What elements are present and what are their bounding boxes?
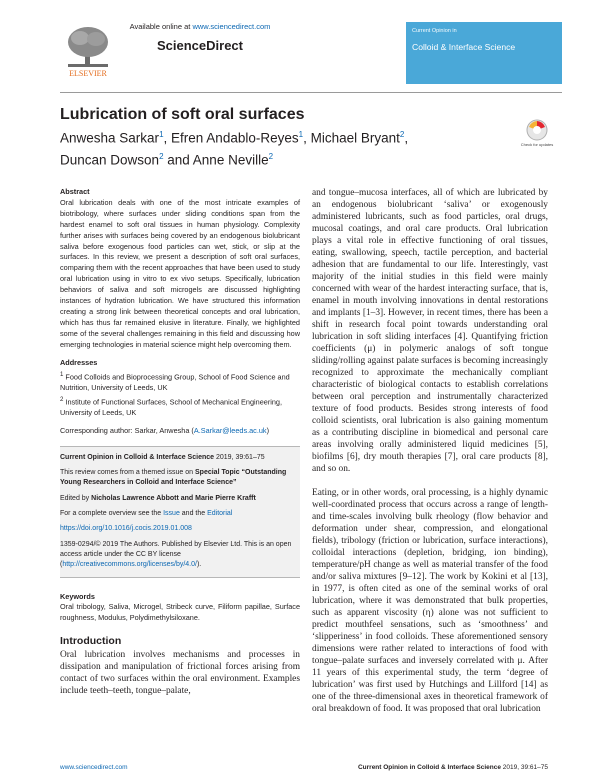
availability-prefix: Available online at (129, 22, 191, 31)
citation-overview-and: and the (179, 510, 208, 518)
author-name: Efren Andablo-Reyes (171, 130, 299, 146)
corresponding-suffix: ) (266, 425, 270, 435)
author-affiliation-marker[interactable]: 2 (399, 130, 405, 139)
abstract-heading: Abstract (60, 187, 90, 196)
journal-banner (406, 22, 562, 84)
address-item (60, 395, 300, 419)
author-separator: and (163, 152, 193, 167)
author-separator: , (404, 130, 409, 146)
citation-copyright-line (60, 540, 300, 571)
citation-overview-line (60, 509, 300, 519)
author-list (60, 126, 530, 169)
abstract-text: Oral lubrication deals with one of the most intricate examples of biotribology, where surfaces under sliding conditions span from the hardest enamel to soft oral tissues in human physiology. Complexity further arises with surfaces being covered by an endogenous biolubricant saliva before exogenous food particles can wet, stick, or slip at the surfaces. In this review, we present a description of soft oral surfaces, comparing them with the recent approaches that have been used to study oral lubrication using in vitro to ex vivo setups. Specifically, lubrication behaviors of saliva and soft microgels are discussed highlighting instances of hydration lubrication. We have structured this information creating a strong link between theoretical concepts and oral lubrication, which has thus far remained elusive in literature. Finally, we highlighted some of the several challenges remaining in this field and discussing how emerging technologies in material science might help overcoming them. (60, 197, 300, 349)
body-paragraph-1: and tongue–mucosa interfaces, all of which are lubricated by an endogenous biolubricant ‘saliva’ or exogenously administered lubricants, such as food particles, oral drugs, mucosal coatings, and oral care products. Oral lubrication plays a vital role in effective functioning of oral tissues, eating, swallowing, speech, tactile perception, and bacterial adhesion that are fundamental to our life. Interestingly, vast majority of the initial studies in this field were mainly concerned with wear of the hardest interacting surface, that is, enamel in mouth involving innovations in dental restorations and implants [1–3]. However, in recent times, there has been a shift in research focal point towards understanding oral lubrication in soft sliding interfaces [4]. Quantifying friction coefficients (μ) in polymeric analogs of soft tongue sliding/rolling against palate surfaces is becoming increasingly recognized to approximate the mechanically compliant characteristic of biological contacts to establish correlations between oral perception and instrumentally characterized texture of food products. Besides strong interests of food colloid scientists, oral lubrication is also gaining momentum as a contributing discipline in biomedical and personal care areas involving orally administered liquid medicines [5], biofilms [6], dry mouth therapies [7], oral care products [8], and so on. (312, 188, 548, 474)
introduction-heading: Introduction (60, 635, 122, 648)
introduction-text: Oral lubrication involves mechanisms and processes in dissipation and manipulation of frictional forces arising from contact of two surfaces within the oral environment. Examples include teeth–teeth, tongue–palate, (60, 650, 300, 697)
address-text: Institute of Functional Surfaces, School of Mechanical Engineering, University of Leeds, UK (60, 397, 283, 418)
footer-citation (330, 764, 548, 771)
citation-volume: 2019, 39:61–75 (214, 453, 265, 461)
crossmark-icon (527, 120, 547, 140)
sciencedirect-link[interactable]: www.sciencedirect.com (192, 22, 271, 31)
citation-editors-line (60, 494, 300, 504)
license-link[interactable]: http://creativecommons.org/licenses/by/4.0/ (62, 561, 197, 569)
body-paragraph-2: Eating, or in other words, oral processing, is a highly dynamic well-coordinated process that occurs across a range of length- and time-scales involving bulk rheology (flow behavior and deformation under shear, compression, and elongational fields), tribology (friction or lubrication, surface interactions), colloidal interactions (depletion, bridging, ion binding), temperature/pH change as well as material transfer of the food and/or saliva mixtures [9–12]. The work by Kokini et al [13], in 1977, is often cited as one of the seminal works of oral lubrication, where it was demonstrated that bulk properties, such as apparent viscosity (η) alone was not sufficient to predict mouthfeel sensations, such as ‘smoothness’ and ‘slipperiness’ in food colloids. These aforementioned sensory dimensions were rather related to interactions of food with tongue–palate surfaces and inversely correlated with μ. After 11 years of this experimental study, the term ‘degree of lubrication’ was first used by Hutchings and Lillford [14] as one of the three-dimensional axes in theoretical framework of oral breakdown of food. It was proposed that oral lubrication (312, 488, 548, 714)
article-title: Lubrication of soft oral surfaces (60, 106, 305, 123)
author-name: Anwesha Sarkar (60, 130, 160, 146)
right-column (312, 187, 548, 715)
citation-editors: Nicholas Lawrence Abbott and Marie Pierre Krafft (91, 494, 256, 502)
elsevier-wordmark: ELSEVIER (69, 69, 107, 78)
address-text: Food Colloids and Bioprocessing Group, School of Food Science and Nutrition, University of Leeds, UK (60, 371, 290, 392)
author-affiliation-marker[interactable]: 2 (159, 151, 164, 161)
author-separator: , (303, 130, 311, 146)
citation-copyright-end: ). (196, 561, 202, 569)
corresponding-prefix: Corresponding author: Sarkar, Anwesha ( (60, 425, 194, 435)
author-name: Duncan Dowson (60, 152, 160, 167)
journal-banner-small: Current Opinion in (412, 28, 457, 34)
citation-theme-line (60, 468, 300, 489)
header-divider (60, 92, 562, 93)
doi-link[interactable]: https://doi.org/10.1016/j.cocis.2019.01.008 (60, 525, 192, 533)
address-item (60, 370, 300, 394)
keywords-text: Oral tribology, Saliva, Microgel, Stribeck curve, Filiform papillae, Surface roughness, Modulus, Polydimethylsiloxane. (60, 602, 300, 623)
address-marker: 2 (60, 395, 64, 403)
elsevier-logo (58, 22, 118, 80)
citation-theme: Special Topic “Outstanding Young Researchers in Colloid and Interface Science” (60, 469, 287, 487)
editorial-link[interactable]: Editorial (207, 510, 233, 518)
author-affiliation-marker[interactable]: 1 (298, 130, 304, 139)
crossmark-label: Check for updates (520, 142, 554, 147)
sciencedirect-brand: ScienceDirect (157, 38, 243, 53)
citation-journal-line (60, 453, 300, 463)
citation-doi-line (60, 524, 300, 534)
author-affiliation-marker[interactable]: 1 (159, 130, 164, 139)
journal-banner-title: Colloid & Interface Science (412, 42, 516, 52)
corresponding-author (60, 426, 300, 437)
footer-volume: 2019, 39:61–75 (501, 764, 548, 771)
author-name: Anne Neville (192, 152, 269, 167)
corresponding-email-link[interactable]: A.Sarkar@leeds.ac.uk (193, 425, 267, 435)
citation-theme-prefix: This review comes from a themed issue on (60, 469, 195, 477)
author-name: Michael Bryant (310, 130, 400, 146)
keywords-heading: Keywords (60, 591, 95, 601)
check-for-updates-badge[interactable] (520, 118, 554, 154)
citation-copyright: 1359-0294/© 2019 The Authors. Published by Elsevier Ltd. This is an open access article under the CC BY license ( (60, 540, 292, 569)
tree-icon (68, 27, 108, 67)
citation-journal: Current Opinion in Colloid & Interface Science (60, 453, 215, 461)
citation-box (60, 446, 300, 578)
footer-site-link[interactable]: www.sciencedirect.com (60, 764, 128, 771)
citation-overview-prefix: For a complete overview see the (60, 510, 164, 518)
footer-journal: Current Opinion in Colloid & Interface Science (357, 764, 501, 771)
author-affiliation-marker[interactable]: 2 (268, 151, 274, 161)
addresses-heading: Addresses (60, 357, 98, 367)
issue-link[interactable]: Issue (163, 510, 180, 518)
author-separator: , (163, 130, 172, 146)
address-marker: 1 (60, 370, 64, 378)
left-column (60, 187, 300, 697)
citation-edited-prefix: Edited by (60, 494, 92, 502)
